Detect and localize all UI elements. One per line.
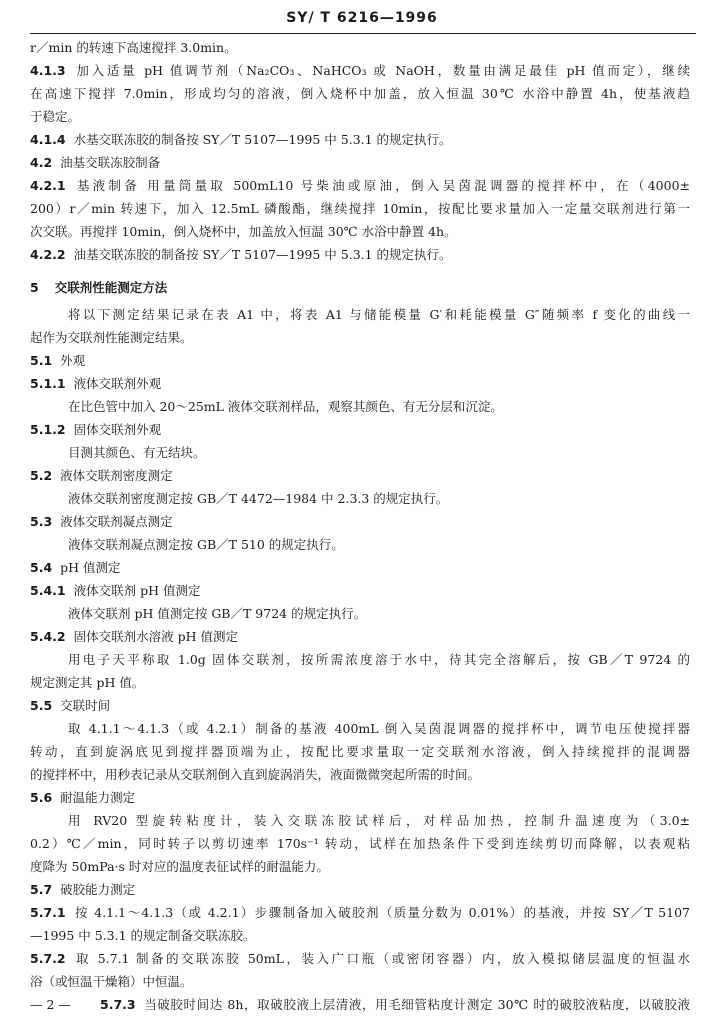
text-line: r／min 的转速下高速搅拌 3.0min。 — [30, 40, 237, 55]
section-number: 4.2.1 — [30, 178, 66, 193]
chapter-heading: 5 交联剂性能测定方法 — [30, 280, 168, 295]
text-line: 用电子天平称取 1.0g 固体交联剂，按所需浓度溶于水中，待其完全溶解后，按 GB／T 9724 的 — [68, 652, 690, 667]
section-heading: 4.2 油基交联冻胶制备 — [30, 155, 161, 170]
text-line: 度降为 50mPa·s 时对应的温度表征试样的耐温能力。 — [30, 859, 329, 874]
text-line: 在比色管中加入 20～25mL 液体交联剂样品，观察其颜色、有无分层和沉淀。 — [68, 399, 503, 414]
section-number: 5.4.2 — [30, 629, 66, 644]
section-number: 5.5 — [30, 698, 53, 713]
section-number: 4.2.2 — [30, 247, 66, 262]
page-number: — 2 — — [30, 997, 71, 1012]
section-number: 5.1.1 — [30, 376, 66, 391]
section-heading: 5.6 耐温能力测定 — [30, 790, 136, 805]
section-heading: 5.1 外观 — [30, 353, 86, 368]
section-heading: 5.4.1 液体交联剂 pH 值测定 — [30, 583, 201, 598]
text-line: 4.1.4 水基交联冻胶的制备按 SY／T 5107—1995 中 5.3.1 的规定执行。 — [30, 132, 452, 147]
text-line: 在高速下搅拌 7.0min，形成均匀的溶液，倒入烧杯中加盖，放入恒温 30℃ 水浴中静置 4h，使基液趋 — [30, 86, 690, 101]
text-line: —1995 中 5.3.1 的规定制备交联冻胶。 — [30, 928, 256, 943]
text-line: 于稳定。 — [30, 109, 81, 124]
section-number: 4.2 — [30, 155, 53, 170]
text-line: 转动，直到旋涡底见到搅拌器顶端为止，按配比要求量取一定交联剂水溶液，倒入持续搅拌的混调器 — [30, 744, 690, 759]
section-number: 5.7 — [30, 882, 53, 897]
header-rule — [30, 33, 696, 34]
section-number: 5.4 — [30, 560, 53, 575]
section-heading: 5.1.2 固体交联剂外观 — [30, 422, 162, 437]
text-line: 0.2）℃／min，同时转子以剪切速率 170s⁻¹ 转动，试样在加热条件下受到连续剪切而降解，以表观粘 — [30, 836, 690, 851]
section-number: 5 — [30, 280, 39, 295]
section-heading: 5.1.1 液体交联剂外观 — [30, 376, 162, 391]
text-line: 5.7.3 当破胶时间达 8h，取破胶液上层清液，用毛细管粘度计测定 30℃ 时的破胶液粘度，以破胶液 — [100, 997, 690, 1012]
text-line: 5.7.1 按 4.1.1～4.1.3（或 4.2.1）步骤制备加入破胶剂（质量分数为 0.01%）的基液，并按 SY／T 5107 — [30, 905, 690, 920]
section-heading: 5.2 液体交联剂密度测定 — [30, 468, 173, 483]
section-number: 5.7.1 — [30, 905, 66, 920]
page-header: SY/ T 6216—1996 — [286, 10, 438, 26]
section-heading: 5.5 交联时间 — [30, 698, 111, 713]
section-number: 5.2 — [30, 468, 53, 483]
text-line: 目测其颜色、有无结块。 — [68, 445, 206, 460]
text-line: 的搅拌杯中，用秒表记录从交联剂倒入直到旋涡消失，液面微微突起所需的时间。 — [30, 767, 481, 782]
section-number: 5.6 — [30, 790, 53, 805]
section-number: 4.1.3 — [30, 63, 66, 78]
text-line: 液体交联剂密度测定按 GB／T 4472—1984 中 2.3.3 的规定执行。 — [68, 491, 449, 506]
text-line: 4.1.3 加入适量 pH 值调节剂（Na₂CO₃、NaHCO₃ 或 NaOH，数量由满足最佳 pH 值而定），继续 — [30, 63, 690, 78]
section-number: 5.3 — [30, 514, 53, 529]
section-number: 5.7.2 — [30, 951, 66, 966]
section-number: 5.1 — [30, 353, 53, 368]
text-line: 将以下测定结果记录在表 A1 中，将表 A1 与储能模量 G′和耗能模量 G″随频率 f 变化的曲线一 — [68, 307, 690, 322]
section-heading: 5.7 破胶能力测定 — [30, 882, 136, 897]
section-number: 5.4.1 — [30, 583, 66, 598]
text-line: 浴（或恒温干燥箱）中恒温。 — [30, 974, 193, 989]
text-line: 4.2.2 油基交联冻胶的制备按 SY／T 5107—1995 中 5.3.1 的规定执行。 — [30, 247, 452, 262]
section-heading: 5.3 液体交联剂凝点测定 — [30, 514, 173, 529]
text-line: 5.7.2 取 5.7.1 制备的交联冻胶 50mL，装入广口瓶（或密闭容器）内，放入模拟储层温度的恒温水 — [30, 951, 690, 966]
section-number: 4.1.4 — [30, 132, 66, 147]
text-line: 取 4.1.1～4.1.3（或 4.2.1）制备的基液 400mL 倒入吴茵混调器的搅拌杯中，调节电压使搅拌器 — [68, 721, 690, 736]
section-heading: 5.4.2 固体交联剂水溶液 pH 值测定 — [30, 629, 238, 644]
text-line: 规定测定其 pH 值。 — [30, 675, 145, 690]
text-line: 起作为交联剂性能测定结果。 — [30, 330, 193, 345]
text-line: 次交联。再搅拌 10min，倒入烧杯中，加盖放入恒温 30℃ 水浴中静置 4h。 — [30, 224, 457, 239]
text-line: 用 RV20 型旋转粘度计，装入交联冻胶试样后，对样品加热，控制升温速度为（3.0± — [68, 813, 690, 828]
section-heading: 5.4 pH 值测定 — [30, 560, 121, 575]
text-line: 液体交联剂凝点测定按 GB／T 510 的规定执行。 — [68, 537, 344, 552]
text-line: 4.2.1 基液制备 用量筒量取 500mL10 号柴油或原油，倒入吴茵混调器的搅拌杯中，在（4000± — [30, 178, 690, 193]
section-number: 5.1.2 — [30, 422, 66, 437]
text-line: 200）r／min 转速下，加入 12.5mL 磷酸酯，继续搅拌 10min，按配比要求量加入一定量交联剂进行第一 — [30, 201, 690, 216]
text-line: 液体交联剂 pH 值测定按 GB／T 9724 的规定执行。 — [68, 606, 367, 621]
section-number: 5.7.3 — [100, 997, 136, 1012]
